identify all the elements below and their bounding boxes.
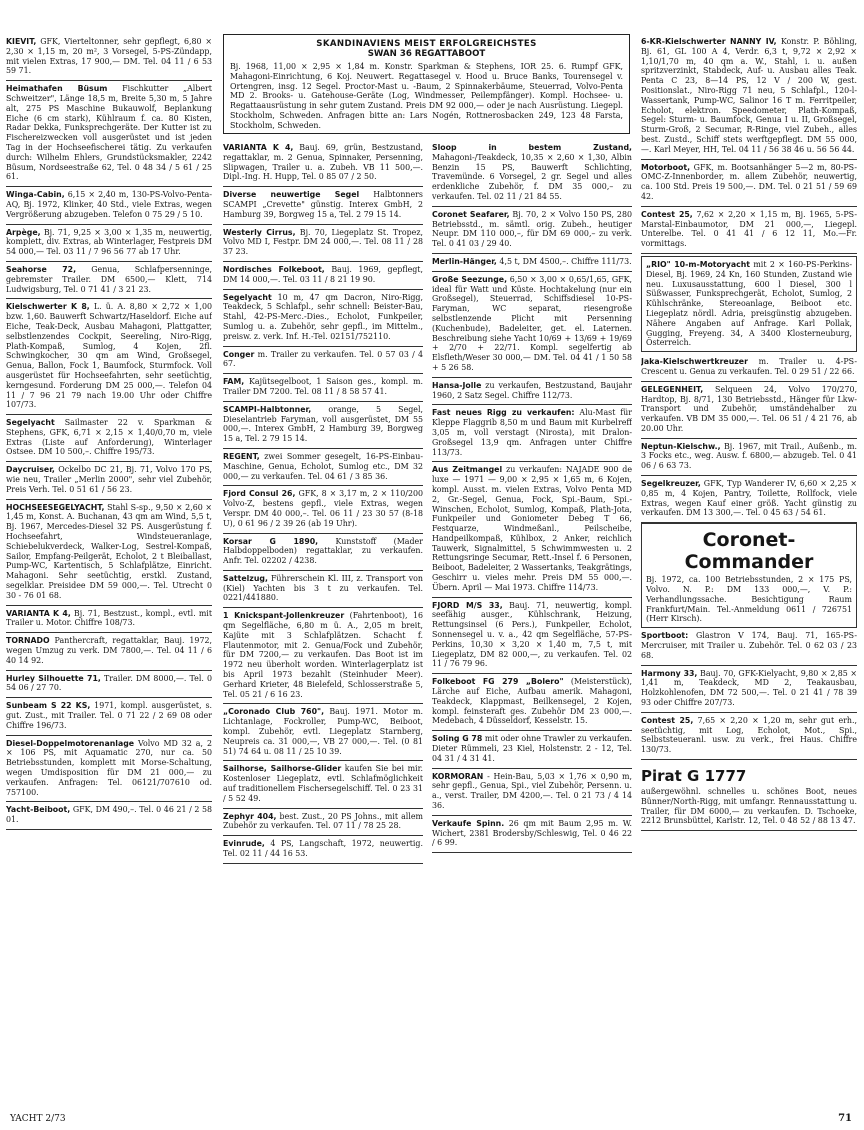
classified-ad (6, 606, 212, 634)
classified-ad (6, 262, 212, 299)
ad-title: Hurley Silhouette 71, (6, 673, 101, 683)
ad-title: „Coronado Club 760", (223, 707, 325, 717)
classified-ad (6, 225, 212, 262)
classified-ad (641, 713, 857, 760)
ad-body: Genua, Schlafpersenninge, gebremster Trailer. DM 6500,— Klett, 714 Ludwigsburg, Tel. 0 71 41 / 3 21 23. (6, 264, 212, 294)
classified-ad (223, 809, 423, 837)
ad-title: Coronet Seafarer, (432, 209, 510, 219)
ad-body: Bj. 71, 9,25 × 3,00 × 1,35 m, neuwertig, komplett, div. Extras, ab Winterlager, Festpreis DM 54 000,— Tel. 03 11 / 7 96 56 77 ab 17 Uhr. (6, 227, 212, 257)
ad-title: GELEGENHEIT, (641, 384, 704, 394)
ad-title: Segelyacht (223, 292, 272, 302)
ad-body: kaufen Sie bei mir. Kostenloser Liegeplatz, evtl. Schlafmöglichkeit auf traditionellem Fischersegelschiff. Tel. 0 23 31 / 5 52 49. (223, 764, 423, 803)
ad-title: Merlin-Hänger, (432, 256, 497, 266)
classified-ad (223, 571, 423, 608)
ad-title: Kielschwerter K 8, (6, 302, 90, 312)
classified-ad (432, 731, 632, 768)
classified-ad (432, 140, 632, 207)
ad-title: Sunbeam S 22 KS, (6, 701, 91, 711)
ad-body: Ockelbo DC 21, Bj. 71, Volvo 170 PS, wie neu, Trailer „Merlin 2000", sehr viel Zubehör, Preis Verh. Tel. 0 51 61 / 56 23. (6, 465, 212, 494)
classified-ad (223, 140, 423, 187)
ad-body: 7,62 × 2,20 × 1,15 m, Bj. 1965, 5-PS-Marstal-Einbaumotor, DM 21 000,—, Liegepl. Unterelbe. Tel. 0 41 41 / 6 12 11, Mo.—Fr. vormittags. (641, 209, 857, 249)
classified-ad (641, 160, 857, 207)
ad-title: 1 Knickspant-Jollenkreuzer (223, 611, 345, 621)
ad-title: Fjord Consul 26, (223, 489, 296, 499)
ad-body: Bauj. 1971. Motor m. Lichtanlage, Fockroller, Pump-WC, Beiboot, kompl. Zubehör, evtl. Liegeplatz Starnberg, Neupreis ca. 31 000,—, VB 27 000,—. Tel. (0 81 51) 74 64 u. 08 11 / 25 10 39. (223, 707, 423, 756)
footer-magazine-issue: YACHT 2/73 (10, 1114, 66, 1124)
ad-title: FAM, (223, 377, 245, 387)
ad-body: Volvo MD 32 a, 2 × 106 PS, mit Aquamatic 270, nur ca. 50 Betriebsstunden, komplett mit Morse-Schaltung, wegen Umdisposition für DM 21 000,— zu verkaufen. Anfragen: Tel. 06121/707610 od. 757100. (6, 738, 212, 797)
ad-body: Bauj. 69, grün, Bestzustand, regattaklar, m. 2 Genua, Spinnaker, Persenning, Slipwagen, Trailer u. a. Zubeh. VB 11 500,—. Dipl.-Ing. H. Hupp, Tel. 0 85 07 / 2 50. (223, 143, 423, 182)
classified-ad (641, 476, 857, 523)
ad-body: 6,50 × 3,00 × 0,65/1,65, GFK, ideal für Watt und Küste. Hochtakelung (nur ein Großsegel), Steuerrad, Schiffsdiesel 10-PS-Faryman, WC separat, riesengroße selbstlenzende Plicht mit Persenning (Kuchenbude), Badeleiter, get. el. Laternen. Beschreibung siehe Yacht 10/69 + 13/69 + 19/69 + 2/70 + 22/71. Kompl. segelfertig ab Elsfleth/Weser 30 000,— DM. Tel. 04 41 / 1 50 58 + 5 26 58. (432, 274, 632, 372)
classified-ad (641, 34, 857, 160)
ad-body: m. Trailer zu verkaufen. Tel. 0 57 03 / 4 67. (223, 349, 423, 369)
ad-title: Verkaufe Spinn. (432, 818, 505, 828)
ad-body: Trailer. DM 8000,—. Tel. 0 54 06 / 27 70. (6, 673, 212, 693)
classified-ad (223, 486, 423, 533)
classified-ad (223, 761, 423, 808)
ad-title: Seahorse 72, (6, 264, 77, 274)
classified-ad (223, 262, 423, 290)
ad-title: Sportboot: (641, 631, 689, 641)
ad-body: GFK, 8 × 3,17 m, 2 × 110/200 Volvo-Z, bestens gepfl., viele Extras, wegen Verspr. DM 40 000,–. Tel. 06 11 / 23 30 57 (8-18 U), 0 61 96 / 2 39 26 (ab 19 Uhr). (223, 489, 423, 528)
classified-ad (432, 207, 632, 254)
classified-ad (6, 299, 212, 415)
featured-ad-swan36 (223, 34, 630, 134)
classified-ad (432, 598, 632, 675)
ad-body: GFK, Typ Wanderer IV, 6,60 × 2,25 × 0,85 m, 4 Kojen, Pantry, Toilette, Rollfock, viele Extras, wegen Kauf einer größ. Yacht günstig zu verkaufen. DM 13 300,—. Tel. 0 45 63 / 54 61. (641, 479, 857, 518)
ad-body: 6,15 × 2,40 m, 130-PS-Volvo-Penta-AQ, Bj. 1972, Klinker, 40 Std., viele Extras, wegen Vergrößerung abzugeben. Telefon 0 75 29 / 5 10. (6, 190, 212, 219)
classified-ad (432, 272, 632, 378)
classified-ad (432, 769, 632, 816)
ad-body: Stahl S-sp., 9,50 × 2,60 × 1,45 m, Konst. A. Buchanan, 43 qm am Wind, 5,5 t, Bj. 1967, Mercedes-Diesel 32 PS. Ausgerüstung f. Hochseefahrt, Windsteueranlage, Schiebelukverdeck, Walker-Log, Sestrel-Kompaß, Sailor, Empfang-Peilgerät, Echolot, 2 t Bleiballast, Pump-WC, Kartentisch, 5 Schlafplätze, Einricht. Mahagoni. Sehr seetüchtig, erstkl. Zustand, segelklar. Preisidee DM 59 000,—. Tel. Utrecht 0 30 - 76 01 68. (6, 502, 212, 600)
classified-ad (6, 34, 212, 81)
ad-body: Panthercraft, regattaklar, Bauj. 1972, wegen Umzug zu verk. DM 7800,—. Tel. 04 11 / 6 40 14 92. (6, 636, 212, 665)
ad-body: Halbtonners SCAMPI „Crevette" günstig. Interex GmbH, 2 Hamburg 39, Borgweg 15 a, Tel. 2 79 15 14. (223, 190, 423, 219)
classified-ad (223, 704, 423, 761)
ad-title: Daycruiser, (6, 465, 55, 475)
ad-title: „RIO" 10-m-Motoryacht (646, 259, 750, 269)
ad-body: mit 2 × 160-PS-Perkins-Diesel, Bj. 1969, 24 Kn, 160 Stunden, Zustand wie neu. Luxusausstattung, 600 l Diesel, 300 l Süßwasser, Funksprechgerät, Echolot, Sumlog, 2 Kühlschränke, Stereoanlage, Beiboot etc. Liegeplatz nördl. Adria, preisgünstig abzugeben. Nähere Angaben auf Anfrage. Karl Pollak, Gugging, Freyeng. 34, A 3400 Klosterneuburg, Österreich. (646, 259, 852, 348)
classified-ad (432, 405, 632, 462)
ad-title: Zephyr 404, (223, 811, 277, 821)
ad-title: Fast neues Rigg zu verkaufen: (432, 408, 575, 418)
classified-ad (223, 374, 423, 402)
ad-body: Alu-Mast für Kleppe Flaggrib 8,50 m und Baum mit Kurbelreff 3,05 m, voll verstagt (Nirosta), mit Dralon-Großsegel 13,9 qm. Anfragen unter Chiffre 113/73. (432, 408, 632, 457)
ad-title: SCAMPI-Halbtonner, (223, 404, 312, 414)
ad-title: Große Seezunge, (432, 274, 508, 284)
ad-body: 10 m, 47 qm Dacron, Niro-Rigg, Teakdeck, 5 Schlafpl., sehr schnell: Beister-Bau, Stahl, 42-PS-Merc.-Dies., Echolot, Funkpeiler, Sumlog u. a. Zubehör, sehr gepfl., im Mittelm., preisw. z. verk. Inf. H.-Tel. 02151/752110. (223, 292, 423, 341)
classified-ad (6, 462, 212, 499)
ad-title: Yacht-Beiboot, (6, 805, 71, 815)
ad-body: m. Trailer u. 4-PS-Crescent u. Genua zu verkaufen. Tel. 0 29 51 / 22 66. (641, 357, 857, 376)
ad-title: Westerly Cirrus, (223, 227, 296, 237)
ad-body: Kunststoff (Mader Halbdoppelboden) regattaklar, zu verkaufen. Anfr. Tel. 02202 / 4238. (223, 536, 423, 566)
ad-title: Neptun-Kielschw., (641, 441, 721, 451)
column-3 (432, 140, 632, 1096)
ad-body: 7,65 × 2,20 × 1,20 m, sehr gut erh., seetüchtig, mit Log, Echolot, Mot., Spi., Selbststeueranl. usw. zu verk., frei Haus. Chiffre 130/73. (641, 715, 857, 755)
classified-ad (432, 254, 632, 272)
ad-title: Nordisches Folkeboot, (223, 264, 325, 274)
column-4 (641, 34, 857, 1096)
ad-body: Bauj. 1969, gepflegt, DM 14 000,—. Tel. 03 11 / 8 21 19 90. (223, 264, 423, 284)
ad-body: Mahagoni-/Teakdeck, 10,35 × 2,60 × 1,30, Albin Benzin 15 PS, Bauwerft Schlichting, Travemünde. 6 Vorsegel, 2 gr. Segel und alles erdenkliche Zubehör, f. DM 35 000,– zu verkaufen. Tel. 02 11 / 21 84 55. (432, 152, 632, 201)
ad-body: Konstr. P. Böhling, Bj. 61, GL 100 A 4, Verdr. 6,3 t, 9,72 × 2,92 × 1,10/1,70 m, 40 qm a. W., Stahl, i. u. außen spritzverzinkt, Stabdeck, Auf- u. Ausbau alles Teak. Penta C 23, 8—14 PS, 12 V / 200 W, gest. Positionslat., Niro-Rigg 71 neu, 5 Schlafpl., 120-l-Wassertank, Pump-WC, Salinor 16 T m. Ferritpeiler, Echolot, elektron. Speedometer, Plath-Kompaß, Segel: Sturm- u. Baumfock, Genua I u. II, Großsegel, Sturm-Groß, 2 Secumar, R-Ringe, viel Zubeh., alles best. Zustd., Schiff stets werftgepflegt. DM 55 000,—. Karl Meyer, HH, Tel. 04 11 / 56 38 46 u. 56 56 44. (641, 37, 857, 154)
ad-title: KIEVIT, (6, 37, 37, 46)
classified-ad (6, 736, 212, 803)
ad-body: GFK, DM 490,–. Tel. 0 46 21 / 2 58 01. (6, 805, 212, 825)
ad-body: best. Zust., 20 PS Johns., mit allem Zubehör zu verkaufen. Tel. 07 11 / 78 25 28. (223, 811, 423, 831)
ad-body: zu verkaufen, Bestzustand, Baujahr 1960, 2 Satz Segel. Chiffre 112/73. (432, 380, 632, 400)
ad-title: Arpège, (6, 227, 41, 237)
ad-body: zu verkaufen: NAJADE 900 de luxe — 1971 — 9,00 × 2,95 × 1,65 m, 6 Kojen, kompl. Ausst. m. vielen Extras, Volvo Penta MD 2, Gr.-Segel, Genua, Fock, Spi.-Baum, Spi.-Winschen, Echolot, Sumlog, Kompaß, Plath-Jota, Funkpeiler und Goniometer Debeg T 66, Festquarze, Windmeßanl., Peilscheibe, Handpeilkompaß, Kühlbox, 2 Anker, reichlich Tauwerk, Signalmittel, 5 Schwimmwesten u. 2 Rettungsringe Secumar, Rett.-Insel f. 6 Personen, Beiboot, Badeleiter, 2 Wassertanks, Teakgrätings, Geschirr u. vieles mehr. Preis DM 55 000,—. Übern. April — Mai 1973. Chiffre 114/73. (432, 465, 632, 592)
ad-title: HOCHSEESEGELYACHT, (6, 502, 105, 512)
ad-title: Sloop in bestem Zustand, (432, 143, 632, 152)
classified-ad (6, 633, 212, 670)
ad-body: GFK, Vierteltonner, sehr gepflegt, 6,80 × 2,30 × 1,15 m, 20 m², 3 Vorsegel, 5-PS-Zündapp, mit vielen Extras, 17 900,— DM. Tel. 04 11 / 6 53 59 71. (6, 37, 212, 76)
ad-title: VARIANTA K 4, (223, 143, 294, 152)
ad-body: Selqueen 24, Volvo 170/270, Hardtop, Bj. 8/71, 130 Betriebsstd., Hänger für Lkw-Transport und Zubehör, umständehalber zu verkaufen. VB DM 35 000,—. Tel. 06 51 / 4 21 76, ab 20.00 Uhr. (641, 384, 857, 433)
featured-heading: SKANDINAVIENS MEIST ERFOLGREICHSTES (316, 39, 537, 49)
ad-body: 4 PS, Langschaft, 1972, neuwertig. Tel. 02 11 / 44 16 53. (223, 839, 423, 859)
classified-ad (432, 378, 632, 406)
ad-body: Führerschein Kl. III, z. Transport von (Kiel) Yachten bis 3 t zu verkaufen. Tel. 0221/441880. (223, 573, 423, 603)
ad-body: (Fahrtenboot), 16 qm Segelfläche, 6,80 m ü. A., 2,05 m breit, Kajüte mit 3 Schlafplätzen. Schacht f. Flautenmotor, mit 2. Genua/Fock und Zubehör, für DM 7200,— zu verkaufen. Das Boot ist im 1972 neu überholt worden. Winterlagerplatz ist bis April 1973 bezahlt (Steinhuder Meer). Gerhard Krieter, 48 Bielefeld, Schlosserstraße 5, Tel. 05 21 / 6 16 23. (223, 611, 423, 699)
ad-title: Segelkreuzer, (641, 479, 701, 489)
ad-title: Evinrude, (223, 839, 265, 849)
ad-body: Kajütsegelboot, 1 Saison ges., kompl. m. Trailer DM 7200. Tel. 08 11 / 8 58 57 41. (223, 377, 423, 396)
ad-title: Coronet-Commander (684, 529, 814, 574)
ad-title: Heimathafen Büsum (6, 84, 108, 94)
ad-title: Soling G 78 (432, 734, 483, 744)
ad-body: Bj. 1972, ca. 100 Betriebsstunden, 2 × 175 PS, Volvo. N. P.: DM 133 000,—, V. P.: Verhandlungssache. Besichtigung Raum Frankfurt/Main. Tel.-Anmeldung 0611 / 726751 (Herr Kirsch). (646, 575, 852, 624)
ad-title: Motorboot, (641, 162, 691, 172)
ad-body: 1971, kompl. ausgerüstet, s. gut. Zust., mit Trailer. Tel. 0 71 22 / 2 69 08 oder Chiffre 196/73. (6, 701, 212, 730)
ad-title: Diesel-Doppelmotorenanlage (6, 738, 135, 748)
ad-title: Contest 25, (641, 715, 694, 725)
ad-title: VARIANTA K 4, (6, 608, 71, 618)
classified-ad (6, 415, 212, 462)
ad-title: Sattelzug, (223, 573, 268, 583)
featured-text: Bj. 1968, 11,00 × 2,95 × 1,84 m. Konstr. Sparkman & Stephens, IOR 25. 6. Rumpf GFK, Mahagoni-Einrichtung, 6 Koj. Neuwert. Regattasegel v. Hood u. Bruce Banks, Tourensegel v. Ortengren, insg. 12 Segel. Proctor-Mast u. -Baum, 2 Spinnakerbäume, Steuerrad, Volvo-Penta MD 2. Brooks- u. Gatehouse-Geräte (Log, Windmesser, Peilempfänger). Kompl. Hochsee- u. Regattaausrüstung in sehr gutem Zustand. Preis DM 92 000,— oder je nach Ausrüstung. Liegepl. Stockholm, Schweden. Anfragen bitte an: Lars Nogén, Rottnerosbacken 249, 123 48 Farsta, Stockholm, Schweden. (230, 62, 623, 130)
ad-title: Winga-Cabin, (6, 190, 65, 200)
classified-ad (641, 628, 857, 665)
ad-title: TORNADO (6, 636, 50, 646)
classified-ad (641, 760, 857, 831)
ad-title: Jaka-Kielschwertkreuzer (641, 357, 748, 367)
ad-body: 4,5 t, DM 4500,–. Chiffre 111/73. (499, 256, 632, 266)
ad-title: Harmony 33, (641, 668, 698, 678)
classified-ad (6, 81, 212, 187)
ad-body: Bauj. 71, neuwertig, kompl. seefähig ausger., Kühlschrank, Heizung, Rettungsinsel (6 Pers.), Funkpeiler, Echolot, Sonnensegel u. v. a., 42 qm Segelfläche, 57-PS-Perkins, 10,30 × 3,20 × 1,40 m, 7,5 t, mit Liegeplatz, DM 82 000,—, zu verkaufen. Tel. 02 11 / 76 79 96. (432, 600, 632, 669)
ad-body: - Hein-Bau, 5,03 × 1,76 × 0,90 m, sehr gepfl., Genua, Spi., viel Zubehör, Persenn. u. a., verst. Trailer, DM 4200,—. Tel. 0 21 73 / 4 14 36. (432, 771, 632, 811)
ad-title: Pirat G 1777 (641, 767, 747, 786)
ad-title: Sailhorse, Sailhorse-Glider (223, 764, 342, 774)
classified-ad (432, 674, 632, 731)
classified-ad (641, 382, 857, 439)
classified-ad (223, 225, 423, 262)
classified-ad (6, 671, 212, 699)
ad-body: L. ü. A. 8,80 × 2,72 × 1,00 bzw. 1,60. Bauwerft Schwartz/Haseldorf. Eiche auf Eiche, Teak-Deck, Ausbau Mahagoni, Plattgatter, selbstlenzendes Cockpit, Seereling, Niro-Rigg, Plath-Kompaß, Sumlog, 4 Kojen, 2fl. Schwingkocher, 30 qm am Wind, Großsegel, Genua, Ballon, Fock 1, Baumfock, Sturmfock. Voll ausgerüstet für Hochseefahrten, sehr seetüchtig, kerngesund. Forderung DM 25 000,—. Telefon 04 11 / 7 96 21 79 nach 19.00 Uhr oder Chiffre 107/73. (6, 302, 212, 410)
ad-body: Glastron V 174, Bauj. 71, 165-PS-Mercruiser, mit Trailer u. Zubehör. Tel. 0 62 03 / 23 68. (641, 631, 857, 660)
classified-ad (6, 500, 212, 606)
ad-title: FJORD M/S 33, (432, 600, 503, 610)
ad-body: Bauj. 70, GFK-Kielyacht, 9,80 × 2,85 × 1,41 m, Teakdeck, MD 2, Teakausbau, Holzkohlenofen, DM 72 500,—. Tel. 0 21 41 / 78 39 93 oder Chiffre 207/73. (641, 668, 857, 708)
ad-body: orange, 5 Segel, Dieselantrieb Faryman, voll ausgerüstet, DM 55 000,—. Interex GmbH, 2 Hamburg 39, Borgweg 15 a, Tel. 2 79 15 14. (223, 404, 423, 444)
classified-ad (641, 439, 857, 476)
ad-title: Aus Zeitmangel (432, 465, 503, 475)
ad-body: mit oder ohne Trawler zu verkaufen. Dieter Rümmeli, 23 Kiel, Holstenstr. 2 - 12, Tel. 04 31 / 4 31 41. (432, 734, 632, 763)
classified-ad (641, 256, 857, 352)
classified-ad (6, 187, 212, 224)
ad-title: Conger (223, 349, 255, 359)
ad-title: Korsar G 1890, (223, 536, 319, 546)
ad-body: außergewöhnl. schnelles u. schönes Boot, neues Bünner/North-Rigg, mit umfangr. Rennausstattung u. Trailer, für DM 6000,— zu verkaufen. D. Tschoeke, 2212 Brunsbüttel, Karlstr. 12, Tel. 0 48 52 / 88 13 47. (641, 787, 857, 826)
column-2 (223, 140, 423, 1096)
featured-subheading: SWAN 36 REGATTABOOT (367, 49, 486, 59)
classified-ad (432, 462, 632, 597)
ad-body: (Meisterstück), Lärche auf Eiche, Aufbau amerik. Mahagoni, Teakdeck, Klappmast, Beilkensegel, 2 Kojen, kompl. feinsteraft ges. Zubehör DM 23 000,—. Medebach, 4 Düsseldorf, Kesselstr. 15. (432, 677, 632, 726)
ad-title: Folkeboot FG 279 „Bolero" (432, 677, 564, 687)
classified-ad (641, 207, 857, 254)
ad-body: Sailmaster 22 v. Sparkman & Stephens, GFK, 6,71 × 2,15 × 1,40/0,70 m, viele Extras (Liste auf Anforderung), Winterlager Ostsee. DM 10 500,–. Chiffre 195/73. (6, 418, 212, 457)
classified-ad (6, 802, 212, 830)
ad-title: Hansa-Jolle (432, 380, 482, 390)
classified-ad (223, 534, 423, 571)
classified-ad (223, 187, 423, 224)
classified-ad (641, 523, 857, 628)
classified-ad (223, 347, 423, 375)
ad-title: 6-KR-Kielschwerter NANNY IV, (641, 37, 777, 46)
ad-body: zwei Sommer gesegelt, 16-PS-Einbau-Maschine, Genua, Echolot, Sumlog etc., DM 32 000,— zu verkaufen. Tel. 04 61 / 3 85 36. (223, 451, 423, 481)
ad-body: 26 qm mit Baum 2,95 m. W. Wichert, 2381 Brodersby/Schleswig, Tel. 0 46 22 / 6 99. (432, 818, 632, 848)
classified-ad (223, 608, 423, 704)
ad-body: GFK, m. Bootsanhänger 5—2 m, 80-PS-OMC-Z-Innenborder, m. allem Zubehör, neuwertig, ca. 100 Std. Preis 19 500,—. DM. Tel. 0 21 51 / 59 69 42. (641, 162, 857, 201)
ad-body: Bj. 70, 2 × Volvo 150 PS, 280 Betriebsstd., m. sämtl. orig. Zubeh., heutiger Neupr. DM 110 000,–, für DM 69 000,– zu verk. Tel. 0 41 03 / 29 40. (432, 209, 632, 249)
classified-ad (223, 449, 423, 486)
classified-ad (432, 816, 632, 853)
ad-title: KORMORAN (432, 771, 484, 781)
footer-page-number: 71 (838, 1113, 852, 1124)
classified-ad (641, 354, 857, 382)
ad-title: REGENT, (223, 451, 260, 461)
classified-ad (223, 836, 423, 864)
classified-ad (223, 290, 423, 347)
ad-body: Bj. 1967, mit Trail., Außenb., m. 3 Focks etc., weg. Ausw. f. 6800,— abzugeb. Tel. 0 41 06 / 6 63 73. (641, 441, 857, 471)
classified-ad (641, 666, 857, 713)
ad-title: Contest 25, (641, 209, 693, 219)
column-1 (6, 34, 212, 1096)
classified-ad (223, 402, 423, 449)
ad-title: Diverse neuwertige Segel (223, 190, 360, 200)
classified-ad (6, 698, 212, 735)
ad-body: Fischkutter „Albert Schweitzer", Länge 18,5 m, Breite 5,30 m, 5 Jahre alt, 275 PS Maschine Bukauwolf, Beplankung Eiche (6 cm stark), Kühlraum f. ca. 80 Kisten, Radar Dekka, Funksprechgeräte. Der Kutter ist zu Fischereizwecken voll ausgerüstet und ist jeden Tag in der Hochseefischerei tätig. Zu verkaufen durch: Wilhelm Ehlers, Grundstücksmakler, 2242 Büsum, Nordseestraße 62, Tel. 0 48 34 / 5 61 / 25 61. (6, 84, 212, 182)
ad-body: Bj. 70, Liegeplatz St. Tropez, Volvo MD I, Festpr. DM 24 000,—. Tel. 08 11 / 28 37 23. (223, 227, 423, 257)
ad-title: Segelyacht (6, 418, 55, 428)
ad-body: Bj. 71, Bestzust., kompl., evtl. mit Trailer u. Motor. Chiffre 108/73. (6, 608, 212, 628)
